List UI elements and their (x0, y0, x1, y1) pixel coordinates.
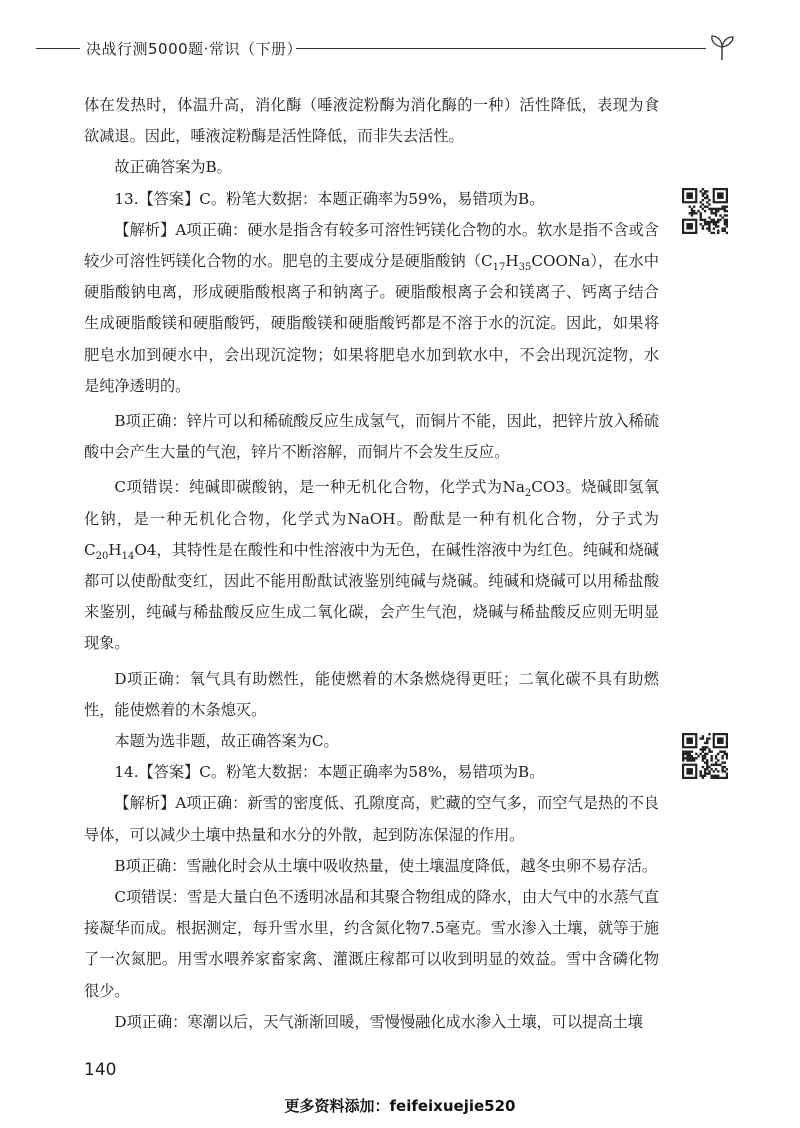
paragraph: 【解析】A项正确：新雪的密度低、孔隙度高，贮藏的空气多，而空气是热的不良导体，可以减少土壤中热量和水分的外散，起到防冻保湿的作用。 (84, 794, 659, 844)
book-title: 决战行测5000题·常识（下册） (86, 40, 302, 58)
header-rule-left (36, 48, 80, 49)
watermark-text: 更多资料添加：feifeixuejie520 (284, 1097, 516, 1115)
page-number: 140 (84, 1060, 117, 1080)
paragraph: C项错误：纯碱即碳酸钠，是一种无机化合物，化学式为$Na_2CO3$。烧碱即氢氧化钠，是一种无机化合物，化学式为NaOH。酚酞是一种有机化合物，分子式为$C_{20}H_{14}O4$，其特性是在酸性和中性溶液中为无色，在碱性溶液中为红色。纯碱和烧碱都可以使酚酞变红，因此不能用酚酞试液鉴别纯碱与烧碱。纯碱和烧碱可以用稀盐酸来鉴别，纯碱与稀盐酸反应生成二氧化碳，会产生气泡，烧碱与稀盐酸反应则无明显现象。 (84, 478, 660, 653)
paragraph: C项错误：雪是大量白色不透明冰晶和其聚合物组成的降水，由大气中的水蒸气直接凝华而成。根据测定，每升雪水里，约含氮化物7.5毫克。雪水渗入土壤，就等于施了一次氮肥。用雪水喂养家畜家禽、灌溉庄稼都可以收到明显的效益。雪中含磷化物很少。 (84, 888, 659, 1000)
paragraph: B项正确：锌片可以和稀硫酸反应生成氢气，而铜片不能，因此，把锌片放入稀硫酸中会产生大量的气泡，锌片不断溶解，而铜片不会发生反应。 (84, 412, 659, 462)
header-rule-right (296, 48, 706, 49)
running-header (0, 30, 800, 70)
paragraph: 体在发热时，体温升高，消化酶（唾液淀粉酶为消化酶的一种）活性降低，表现为食欲减退。因此，唾液淀粉酶是活性降低，而非失去活性。 (84, 96, 659, 146)
sprout-icon (707, 32, 737, 62)
paragraph: D项正确：寒潮以后，天气渐渐回暖，雪慢慢融化成水渗入土壤，可以提高土壤 (114, 1012, 643, 1031)
answer-explanations (84, 90, 659, 1038)
paragraph: 本题为选非题，故正确答案为C。 (114, 732, 339, 751)
answer-13-line: 13.【答案】C。粉笔大数据：本题正确率为59%，易错项为B。 (114, 189, 545, 208)
paragraph: B项正确：雪融化时会从土壤中吸收热量，使土壤温度降低，越冬虫卵不易存活。 (114, 856, 658, 875)
paragraph: 故正确答案为B。 (114, 158, 232, 177)
qr-code-icon[interactable] (682, 188, 728, 234)
paragraph: 【解析】A项正确：硬水是指含有较多可溶性钙镁化合物的水。软水是指不含或含较少可溶性钙镁化合物的水。肥皂的主要成分是硬脂酸钠$(C_{17}H_{35}COONa)$，在水中硬脂酸钠电离，形成硬脂酸根离子和钠离子。硬脂酸根离子会和镁离子、钙离子结合生成硬脂酸镁和硬脂酸钙，硬脂酸镁和硬脂酸钙都是不溶于水的沉淀。因此，如果将肥皂水加到硬水中，会出现沉淀物；如果将肥皂水加到软水中，不会出现沉淀物，水是纯净透明的。 (84, 220, 659, 395)
qr-code-icon[interactable] (682, 733, 728, 779)
paragraph: D项正确：氧气具有助燃性，能使燃着的木条燃烧得更旺；二氧化碳不具有助燃性，能使燃着的木条熄灭。 (84, 669, 659, 719)
answer-14-line: 14.【答案】C。粉笔大数据：本题正确率为58%，易错项为B。 (114, 763, 545, 782)
